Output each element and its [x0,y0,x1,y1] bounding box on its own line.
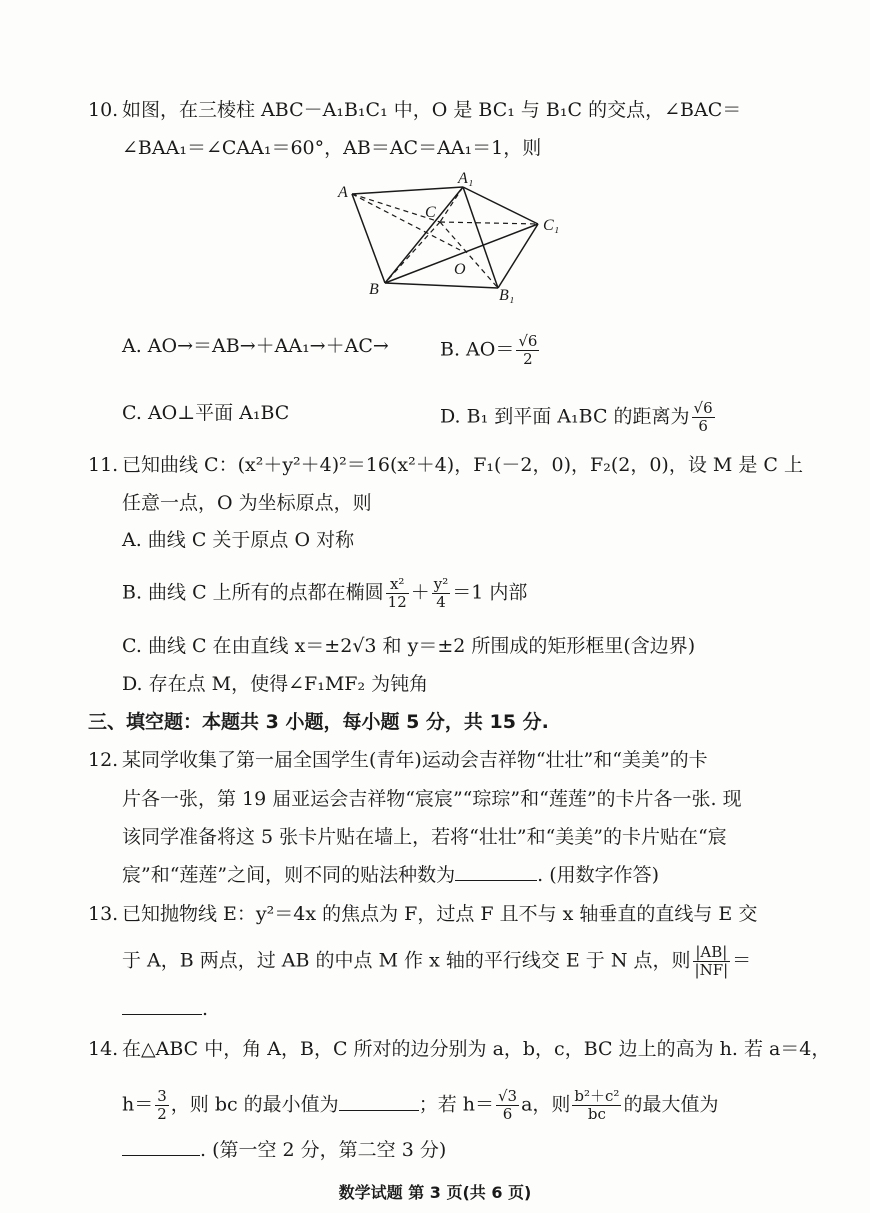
label-A: A [338,184,348,201]
q12-line4: 宸”和“莲莲”之间，则不同的贴法种数为 . (用数字作答) [122,864,660,886]
page-footer: 数学试题 第 3 页(共 6 页) [338,1183,532,1202]
q12-line3: 该同学准备将这 5 张卡片贴在墙上，若将“壮壮”和“美美”的卡片贴在“宸 [122,826,727,848]
q10-option-a: A. AO→＝AB→＋AA₁→＋AC→ [122,335,389,357]
q13-line3: . [122,996,208,1022]
label-B: B [369,281,379,298]
q14-line1: 在△ABC 中，角 A，B，C 所对的边分别为 a，b，c，BC 边上的高为 h. 若 a＝4， [122,1038,831,1060]
q12-answer-blank[interactable] [455,880,537,881]
q11-option-a: A. 曲线 C 关于原点 O 对称 [122,529,355,551]
q10-stem-line1: 如图，在三棱柱 ABC－A₁B₁C₁ 中，O 是 BC₁ 与 B₁C 的交点，∠BAC＝ [122,99,742,121]
q11-stem-line1: 已知曲线 C：(x²＋y²＋4)²＝16(x²＋4)，F₁(－2，0)，F₂(2，0)，设 M 是 C 上 [122,454,803,476]
q13-number: 13. [88,903,119,925]
q11-stem-line2: 任意一点，O 为坐标原点，则 [122,492,372,514]
label-B1: B₁ [499,287,515,304]
q14-number: 14. [88,1038,119,1060]
q13-line2: 于 A，B 两点，过 AB 的中点 M 作 x 轴的平行线交 E 于 N 点，则 $\frac{|AB|}{|NF|}$ ＝ [122,943,752,979]
edge-BB1 [385,283,498,288]
q14-answer-blank-2[interactable] [122,1155,200,1156]
label-C1: C₁ [543,217,560,234]
q11-number: 11. [88,454,119,476]
q12-line1: 某同学收集了第一届全国学生(青年)运动会吉祥物“壮壮”和“美美”的卡 [122,749,708,771]
label-A1: A₁ [458,170,474,187]
edge-AB [352,194,385,283]
edge-AA1 [352,187,463,194]
q14-answer-blank-1[interactable] [339,1110,419,1111]
q11-option-d: D. 存在点 M，使得∠F₁MF₂ 为钝角 [122,673,429,695]
q14-line2: h＝ $\frac{3}{2}$ ，则 bc 的最小值为 ；若 h＝ $\frac{√3}{6}$ a，则 $\frac{\text{b²＋c²}}{bc}$ 的最大值为 [122,1087,719,1123]
q12-line2: 片各一张，第 19 届亚运会吉祥物“宸宸”“琮琮”和“莲莲”的卡片各一张. 现 [122,788,742,810]
q12-number: 12. [88,749,119,771]
label-O: O [454,261,466,278]
label-C: C [425,204,436,221]
q10-option-c: C. AO⊥平面 A₁BC [122,402,290,424]
q14-line3: . (第一空 2 分，第二空 3 分) [122,1137,446,1163]
q10-option-b: B. AO＝ $\frac{√6}{2}$ [440,332,538,368]
prism-figure [330,170,570,310]
edge-CB1 [440,222,498,288]
q10-option-d: D. B₁ 到平面 A₁BC 的距离为 $\frac{√6}{6}$ [440,399,713,435]
q13-line1: 已知抛物线 E：y²＝4x 的焦点为 F，过点 F 且不与 x 轴垂直的直线与 E 交 [122,903,758,925]
edge-CC1 [440,222,538,224]
q11-option-c: C. 曲线 C 在由直线 x＝±2√3 和 y＝±2 所围成的矩形框里(含边界) [122,635,696,657]
q11-option-b: B. 曲线 C 上所有的点都在椭圆 $\frac{\text{x²}}{12}$ ＋ $\frac{\text{y²}}{4}$ ＝1 内部 [122,575,528,611]
edge-B1C1 [498,224,538,288]
q10-stem-line2: ∠BAA₁＝∠CAA₁＝60°，AB＝AC＝AA₁＝1，则 [122,137,542,159]
q13-answer-blank[interactable] [122,1014,202,1015]
q10-number: 10. [88,99,119,121]
section-3-heading: 三、填空题：本题共 3 小题，每小题 5 分，共 15 分. [88,711,549,733]
